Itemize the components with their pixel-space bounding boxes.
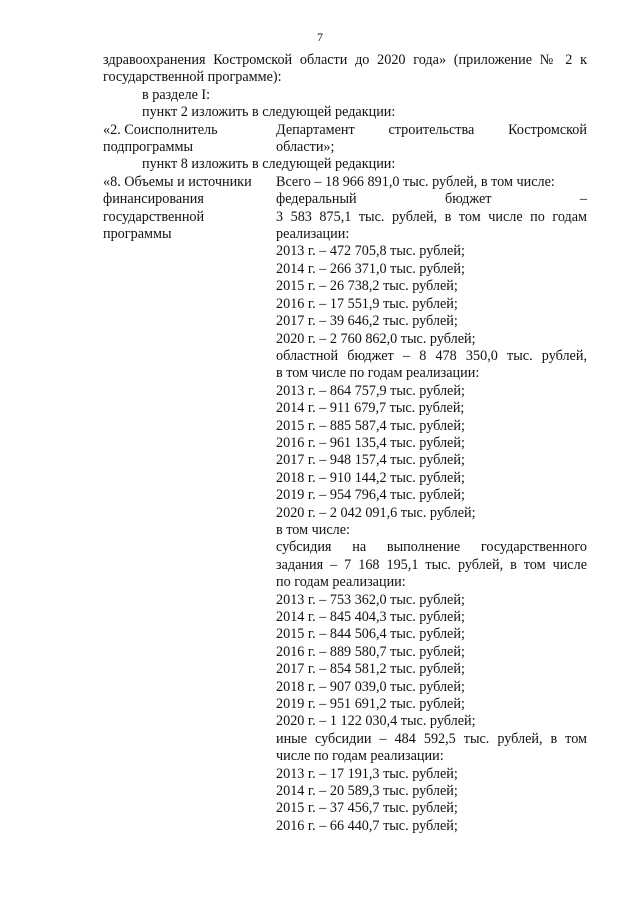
subsidy-line-3: по годам реализации:: [276, 574, 406, 591]
other-year-2015: 2015 г. – 37 456,7 тыс. рублей;: [276, 800, 458, 817]
intro-line-2: государственной программе):: [103, 69, 282, 86]
subsidy-year-2017: 2017 г. – 854 581,2 тыс. рублей;: [276, 661, 465, 678]
subsidy-year-2016: 2016 г. – 889 580,7 тыс. рублей;: [276, 643, 465, 660]
point-2-instruction: пункт 2 изложить в следующей редакции:: [142, 104, 396, 121]
point-8-label-line-4: программы: [103, 226, 172, 243]
point-2-word-3: Костромской: [508, 121, 587, 138]
regional-year-2015: 2015 г. – 885 587,4 тыс. рублей;: [276, 417, 465, 434]
other-year-2014: 2014 г. – 20 589,3 тыс. рублей;: [276, 783, 458, 800]
other-year-2013: 2013 г. – 17 191,3 тыс. рублей;: [276, 765, 458, 782]
subsidy-year-2020: 2020 г. – 1 122 030,4 тыс. рублей;: [276, 713, 476, 730]
point-8-instruction: пункт 8 изложить в следующей редакции:: [142, 156, 396, 173]
regional-year-2014: 2014 г. – 911 679,7 тыс. рублей;: [276, 400, 465, 417]
other-subsidies-line-2: числе по годам реализации:: [276, 748, 444, 765]
subsidy-year-2014: 2014 г. – 845 404,3 тыс. рублей;: [276, 609, 465, 625]
point-8-label: [103, 174, 276, 244]
point-2-word-1: Департамент: [276, 121, 355, 138]
regional-budget-line-1: областной бюджет – 8 478 350,0 тыс. рублей,: [276, 347, 587, 364]
subsidy-years: [276, 592, 587, 731]
federal-year-2016: 2016 г. – 17 551,9 тыс. рублей;: [276, 295, 458, 312]
point-8-label-line-3: государственной: [103, 208, 205, 225]
section-1-heading: в разделе I:: [142, 86, 211, 103]
regional-budget-line-2: в том числе по годам реализации:: [276, 365, 480, 382]
federal-word-1: федеральный: [276, 191, 357, 208]
total-funding: Всего – 18 966 891,0 тыс. рублей, в том числе:: [276, 173, 555, 190]
regional-year-2018: 2018 г. – 910 144,2 тыс. рублей;: [276, 469, 465, 486]
federal-tail: реализации:: [276, 226, 350, 243]
other-subsidies-years: [276, 766, 587, 836]
point-2-label: [103, 122, 276, 157]
federal-amount: 3 583 875,1 тыс. рублей, в том числе по годам: [276, 208, 587, 225]
document-body: [103, 52, 587, 835]
point-8-label-line-1: «8. Объемы и источники: [103, 173, 252, 190]
point-2-label-line-1: «2. Соисполнитель: [103, 121, 218, 138]
federal-year-2015: 2015 г. – 26 738,2 тыс. рублей;: [276, 278, 458, 295]
federal-budget-heading: [276, 191, 587, 208]
including-label: в том числе:: [276, 521, 350, 538]
regional-year-2017: 2017 г. – 948 157,4 тыс. рублей;: [276, 452, 465, 469]
intro-line-1: здравоохранения Костромской области до 2020 года» (приложение № 2 к: [103, 52, 587, 68]
point-2-label-line-2: подпрограммы: [103, 139, 193, 156]
subsidy-line-1: субсидия на выполнение государственного: [276, 539, 587, 556]
other-subsidies-line-1: иные субсидии – 484 592,5 тыс. рублей, в том: [276, 730, 587, 747]
federal-year-2014: 2014 г. – 266 371,0 тыс. рублей;: [276, 260, 465, 277]
point-8-row: [103, 174, 587, 835]
point-8-label-line-2: финансирования: [103, 191, 204, 208]
regional-years: [276, 383, 587, 522]
subsidy-year-2015: 2015 г. – 844 506,4 тыс. рублей;: [276, 626, 465, 643]
federal-year-2017: 2017 г. – 39 646,2 тыс. рублей;: [276, 313, 458, 330]
point-8-value: [276, 174, 587, 835]
point-2-value-line-2: области»;: [276, 139, 335, 156]
federal-word-2: бюджет: [445, 191, 492, 208]
page-number: 7: [317, 30, 323, 44]
subsidy-year-2013: 2013 г. – 753 362,0 тыс. рублей;: [276, 591, 465, 608]
federal-year-2013: 2013 г. – 472 705,8 тыс. рублей;: [276, 243, 465, 260]
point-2-word-2: строительства: [388, 121, 475, 138]
subsidy-line-2: задания – 7 168 195,1 тыс. рублей, в том числе: [276, 556, 587, 573]
regional-year-2019: 2019 г. – 954 796,4 тыс. рублей;: [276, 487, 465, 504]
subsidy-year-2019: 2019 г. – 951 691,2 тыс. рублей;: [276, 696, 465, 713]
other-year-2016: 2016 г. – 66 440,7 тыс. рублей;: [276, 817, 458, 834]
regional-year-2013: 2013 г. – 864 757,9 тыс. рублей;: [276, 382, 465, 399]
federal-word-3: –: [579, 191, 587, 208]
regional-year-2020: 2020 г. – 2 042 091,6 тыс. рублей;: [276, 504, 476, 521]
point-2-value: [276, 122, 587, 157]
regional-year-2016: 2016 г. – 961 135,4 тыс. рублей;: [276, 434, 465, 451]
point-2-value-line-1: [276, 122, 587, 139]
subsidy-year-2018: 2018 г. – 907 039,0 тыс. рублей;: [276, 678, 465, 695]
federal-years: [276, 243, 587, 347]
federal-year-2020: 2020 г. – 2 760 862,0 тыс. рублей;: [276, 330, 476, 347]
point-2-row: [103, 122, 587, 157]
